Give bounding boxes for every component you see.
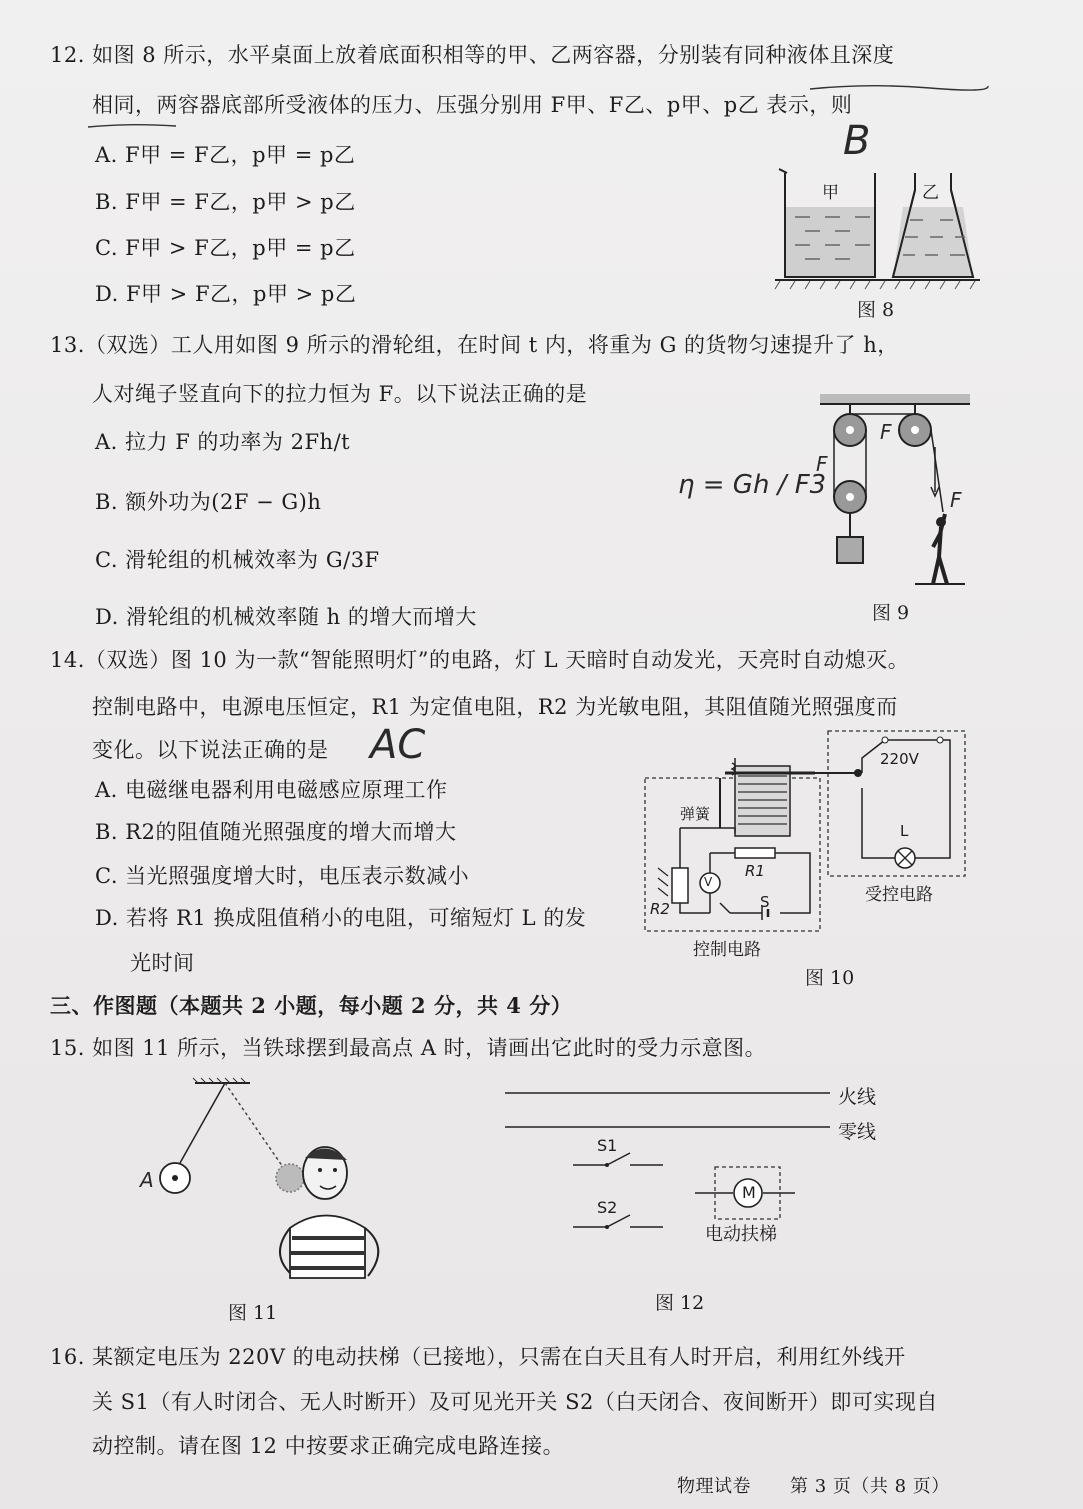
q13-stem-line2: 人对绳子竖直向下的拉力恒为 F。以下说法正确的是 [92,382,588,406]
q14-option-a: A. 电磁继电器利用电磁感应原理工作 [95,778,448,802]
q16-line1: 16. 某额定电压为 220V 的电动扶梯（已接地），只需在白天且有人时开启，利用红外线开 [50,1345,906,1369]
figure-12-switch-s2-label: S2 [597,1198,618,1217]
q15-stem: 15. 如图 11 所示，当铁球摆到最高点 A 时，请画出它此时的受力示意图。 [50,1036,767,1060]
figure-10-r1-label: R1 [745,862,765,880]
figure-12-neutral-wire-label: 零线 [838,1121,877,1143]
q12-option-c: C. F甲 > F乙，p甲 = p乙 [95,236,356,260]
figure-12-caption: 图 12 [655,1292,705,1314]
footer-subject: 物理试卷 [677,1476,751,1497]
figure-11-caption: 图 11 [228,1302,278,1324]
q12-handwritten-answer: B [843,118,871,164]
figure-9-caption: 图 9 [872,602,910,624]
q13-stem-line1: 13.（双选）工人用如图 9 所示的滑轮组，在时间 t 内，将重为 G 的货物匀速提升了 h， [50,333,899,357]
q14-stem-line2: 控制电路中，电源电压恒定，R1 为定值电阻，R2 为光敏电阻，其阻值随光照强度而 [92,695,898,719]
figure-8-caption: 图 8 [857,299,895,321]
q16-line2: 关 S1（有人时闭合、无人时断开）及可见光开关 S2（白天闭合、夜间断开）即可实现自 [92,1390,938,1414]
q13-handwritten-efficiency: η = Gh / F3 [678,470,827,500]
figure-9-force-label-right: F [950,488,962,512]
figure-10-r2-label: R2 [650,900,670,918]
q14-stem-line1: 14.（双选）图 10 为一款“智能照明灯”的电路，灯 L 天暗时自动发光，天亮时自动熄灭。 [50,648,910,672]
figure-10-controlled-circuit-label: 受控电路 [865,885,933,905]
q12-option-a: A. F甲 = F乙，p甲 = p乙 [95,143,356,167]
figure-10-voltmeter-label: V [704,875,713,889]
q13-option-a: A. 拉力 F 的功率为 2Fh/t [95,430,351,454]
figure-8-label-jia: 甲 [822,183,839,203]
q12-underline-1 [810,78,990,88]
figure-8-label-yi: 乙 [922,183,939,203]
figure-12-switch-s1-label: S1 [597,1136,618,1155]
q12-underline-2 [88,118,178,128]
q14-option-c: C. 当光照强度增大时，电压表示数减小 [95,864,470,888]
figure-10-control-circuit-label: 控制电路 [693,940,761,960]
q14-stem-line3: 变化。以下说法正确的是 [92,738,329,762]
figure-10-lamp-label: L [900,822,909,840]
footer-page-number: 第 3 页（共 8 页） [790,1476,950,1497]
figure-11-point-a-label: A [140,1168,154,1192]
q14-option-d-continued: 光时间 [130,951,195,975]
q13-option-d: D. 滑轮组的机械效率随 h 的增大而增大 [95,605,477,629]
figure-9-force-label-left: F [816,452,828,476]
q14-handwritten-answer: AC [370,722,426,768]
figure-11-pendulum [140,1078,400,1288]
q13-option-c: C. 滑轮组的机械效率为 G/3F [95,548,380,572]
figure-12-live-wire-label: 火线 [838,1086,877,1108]
q12-stem-line2: 相同，两容器底部所受液体的压力、压强分别用 F甲、F乙、p甲、p乙 表示，则 [92,93,853,117]
figure-10-spring-label: 弹簧 [680,805,711,823]
figure-10-voltage-label: 220V [880,750,919,768]
q12-option-b: B. F甲 = F乙，p甲 > p乙 [95,190,356,214]
figure-12-escalator-label: 电动扶梯 [705,1224,777,1245]
figure-10-switch-label: S [760,893,770,911]
q12-stem-line1: 12. 如图 8 所示，水平桌面上放着底面积相等的甲、乙两容器，分别装有同种液体且深度 [50,43,895,67]
section-3-heading: 三、作图题（本题共 2 小题，每小题 2 分，共 4 分） [50,993,573,1018]
figure-12-motor-symbol: M [742,1183,756,1202]
q16-line3: 动控制。请在图 12 中按要求正确完成电路连接。 [92,1434,565,1458]
figure-8-containers [775,165,985,290]
q12-option-d: D. F甲 > F乙，p甲 > p乙 [95,282,357,306]
q14-option-b: B. R2的阻值随光照强度的增大而增大 [95,820,457,844]
figure-10-caption: 图 10 [805,967,855,989]
figure-12-circuit [505,1085,845,1255]
figure-9-force-label-middle: F [880,420,892,444]
q13-option-b: B. 额外功为(2F − G)h [95,490,322,514]
q14-option-d: D. 若将 R1 换成阻值稍小的电阻，可缩短灯 L 的发 [95,906,587,930]
